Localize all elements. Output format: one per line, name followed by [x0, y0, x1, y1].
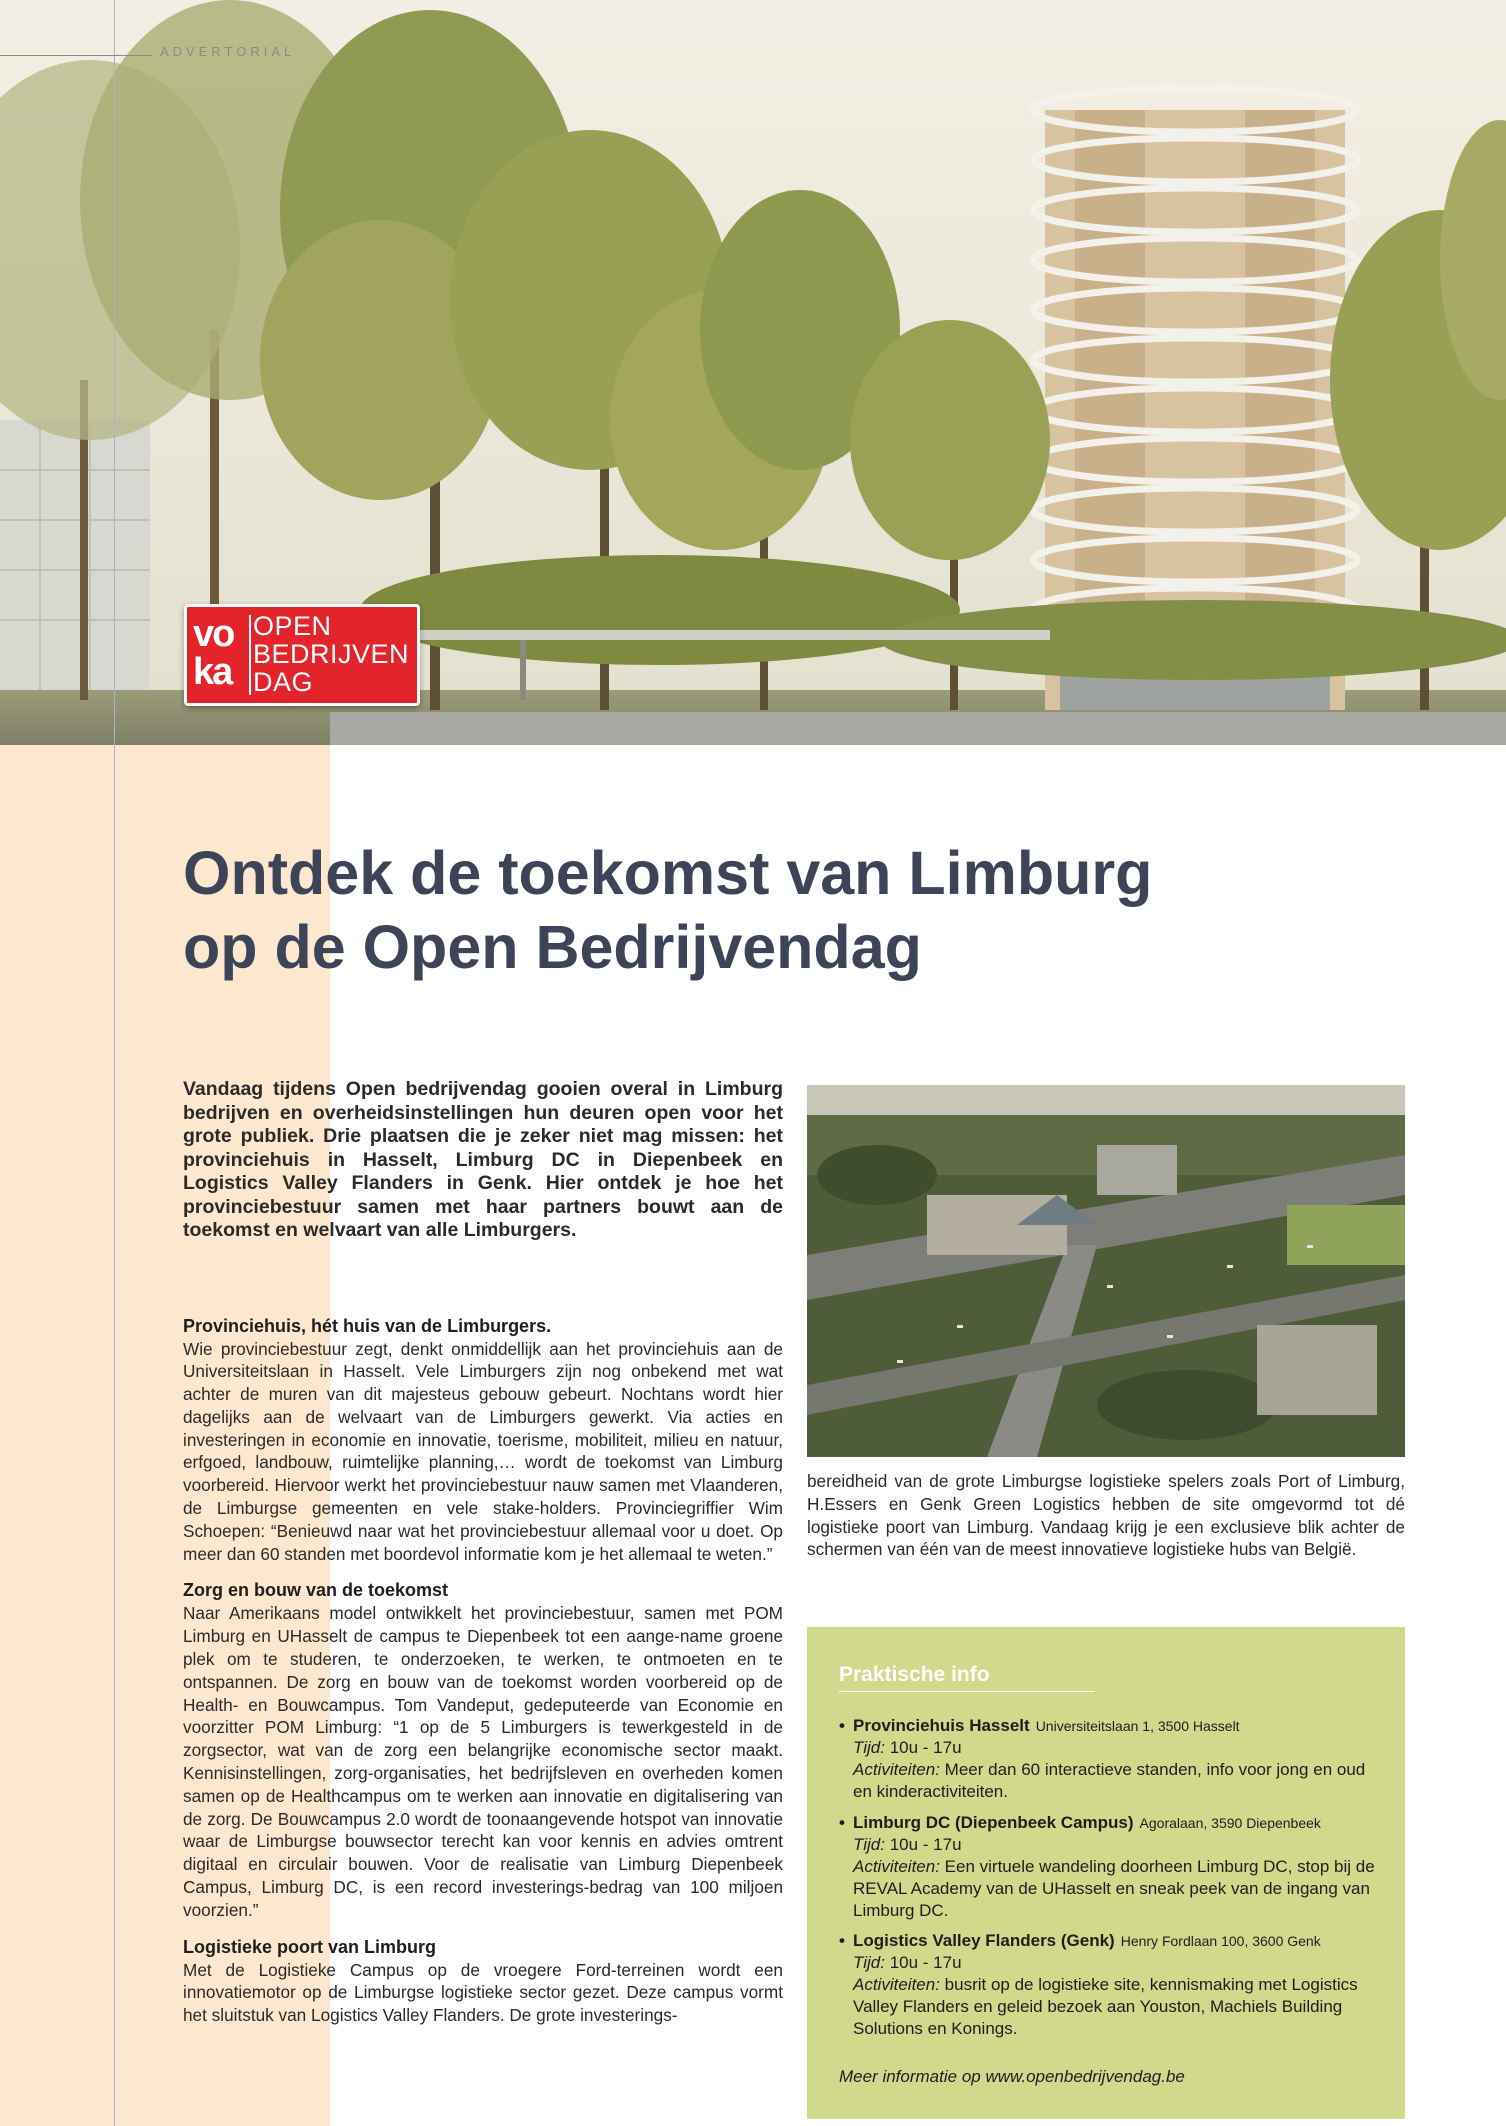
aerial-campus-image [807, 1085, 1405, 1457]
logo-mark-bottom: ka [193, 651, 232, 693]
practical-info-box [807, 1627, 1405, 2119]
margin-line-horizontal [0, 55, 152, 56]
section-heading-provinciehuis: Provinciehuis, hét huis van de Limburgers. [183, 1315, 552, 1336]
location-name: Provinciehuis Hasselt [853, 1716, 1030, 1735]
bullet: • [839, 1716, 845, 1735]
location-activities: Een virtuele wandeling doorheen Limburg DC, stop bij de REVAL Academy van de UHasselt en sneak peek van de ingang van Limburg DC. [853, 1857, 1375, 1920]
bullet: • [839, 1931, 845, 1950]
intro-paragraph: Vandaag tijdens Open bedrijvendag gooien overal in Limburg bedrijven en overheidsinstellingen hun deuren open voor het grote publiek. Drie plaatsen die je zeker niet mag missen: het provinciehuis in Hasselt, Limburg DC in Diepenbeek en Logistics Valley Flanders in Genk. Hier ontdek je hoe het provinciebestuur samen met haar partners bouwt aan de toekomst en welvaart van alle Limburgers. [183, 1078, 783, 1241]
aerial-photo [807, 1085, 1405, 1457]
location-time: 10u - 17u [889, 1835, 962, 1854]
location-address: Universiteitslaan 1, 3500 Hasselt [1035, 1718, 1240, 1734]
more-info-link-text: Meer informatie op www.openbedrijvendag.be [839, 2067, 1185, 2086]
time-label: Tijd: [853, 1835, 885, 1854]
logo-line-3: DAG [253, 667, 314, 697]
page-title-line-1: Ontdek de toekomst van Limburg [183, 839, 1153, 907]
page-title-line-2: op de Open Bedrijvendag [183, 913, 922, 981]
time-label: Tijd: [853, 1738, 885, 1757]
logo-line-2: BEDRIJVEN [253, 639, 410, 669]
location-activities: busrit op de logistieke site, kennismaking met Logistics Valley Flanders en geleid bezoek aan Youston, Machiels Building Solutions en Konings. [853, 1975, 1358, 2038]
section-body-logistiek: Met de Logistieke Campus op de vroegere Ford-terreinen wordt een innovatiemotor op de Limburgse logistieke sector gezet. Deze campus vormt het sluitstuk van Logistics Valley Flanders. De grote investerings- [183, 1959, 783, 2026]
activities-label: Activiteiten: [853, 1760, 940, 1779]
location-address: Agoralaan, 3590 Diepenbeek [1139, 1815, 1321, 1831]
location-name: Limburg DC (Diepenbeek Campus) [853, 1813, 1134, 1832]
location-address: Henry Fordlaan 100, 3600 Genk [1120, 1933, 1321, 1949]
section-heading-zorg-bouw: Zorg en bouw van de toekomst [183, 1580, 449, 1601]
section-body-zorg-bouw: Naar Amerikaans model ontwikkelt het provinciebestuur, samen met POM Limburg en UHasselt de campus te Diepenbeek tot een aange-name groene plek om te studeren, te onderzoeken, te werken, te ontmoeten en te ontspannen. De zorg en bouw van de toekomst worden voorbereid op de Health- en Bouwcampus. Tom Vandeput, gedeputeerde van Economie en voorzitter POM Limburg: “1 op de 5 Limburgers is tewerkgesteld in de zorgsector, wat van de zorg een belangrijke economische sector maakt. Kennisinstellingen, zorg-organisaties, het bedrijfsleven en overheden komen samen op de Healthcampus om te werken aan innovatie en digitalisering van de zorg. De Bouwcampus 2.0 wordt de toonaangevende hotspot van innovatie waar de Limburgse bouwsector terecht kan voor kennis en advies omtrent digitaal en circulair bouwen. Voor de realisatie van Limburg Diepenbeek Campus, Limburg DC, is een record investerings-bedrag van 100 miljoen voorzien.” [183, 1603, 783, 1920]
logo-text [253, 612, 409, 696]
left-column [183, 1078, 783, 2041]
location-time: 10u - 17u [889, 1953, 962, 1972]
voka-open-bedrijvendag-logo [184, 604, 420, 706]
location-time: 10u - 17u [889, 1738, 962, 1757]
time-label: Tijd: [853, 1953, 885, 1972]
location-logistics-valley [839, 1930, 1384, 2040]
logo-mark-top: vo [193, 613, 234, 655]
activities-label: Activiteiten: [853, 1857, 940, 1876]
location-provinciehuis [839, 1715, 1384, 1803]
section-body-provinciehuis: Wie provinciebestuur zegt, denkt onmiddellijk aan het provinciehuis aan de Universiteitslaan in Hasselt. Vele Limburgers zijn nog onbekend met wat achter de muren van dit majesteus gebouw gebeurt. Nochtans wordt hier dagelijks aan de welvaart van de Limburgers gewerkt. Via acties en investeringen in economie en innovatie, toerisme, mobiliteit, milieu en natuur, erfgoed, landbouw, ruimtelijke planning,… wordt de toekomst van Limburg voorbereid. Hiervoor werkt het provinciebestuur nauw samen met Vlaanderen, de Limburgse gemeenten en vele stake-holders. Provinciegriffier Wim Schoepen: “Benieuwd naar wat het provinciebestuur allemaal voor u doet. Op meer dan 60 standen met boordevol informatie kom je het allemaal te weten.” [183, 1338, 783, 1564]
info-title: Praktische info [839, 1663, 990, 1686]
location-name: Logistics Valley Flanders (Genk) [853, 1931, 1115, 1950]
advertorial-label: ADVERTORIAL [160, 44, 296, 59]
margin-line-vertical [114, 0, 115, 2126]
bullet: • [839, 1813, 845, 1832]
right-column-text: bereidheid van de grote Limburgse logistieke spelers zoals Port of Limburg, H.Essers en Genk Green Logistics hebben de site omgevormd tot dé logistieke poort van Limburg. Vandaag krijg je een exclusieve blik achter de schermen van één van de meest innovatieve logistieke hubs van België. [807, 1471, 1405, 1560]
location-limburg-dc [839, 1812, 1384, 1922]
location-activities: Meer dan 60 interactieve standen, info voor jong en oud en kinderactiviteiten. [853, 1760, 1366, 1801]
info-divider [839, 1691, 1095, 1692]
section-heading-logistiek: Logistieke poort van Limburg [183, 1936, 437, 1957]
voka-logo-mark [193, 615, 251, 695]
activities-label: Activiteiten: [853, 1975, 940, 1994]
logo-line-1: OPEN [253, 611, 332, 641]
page-title [183, 836, 1333, 984]
